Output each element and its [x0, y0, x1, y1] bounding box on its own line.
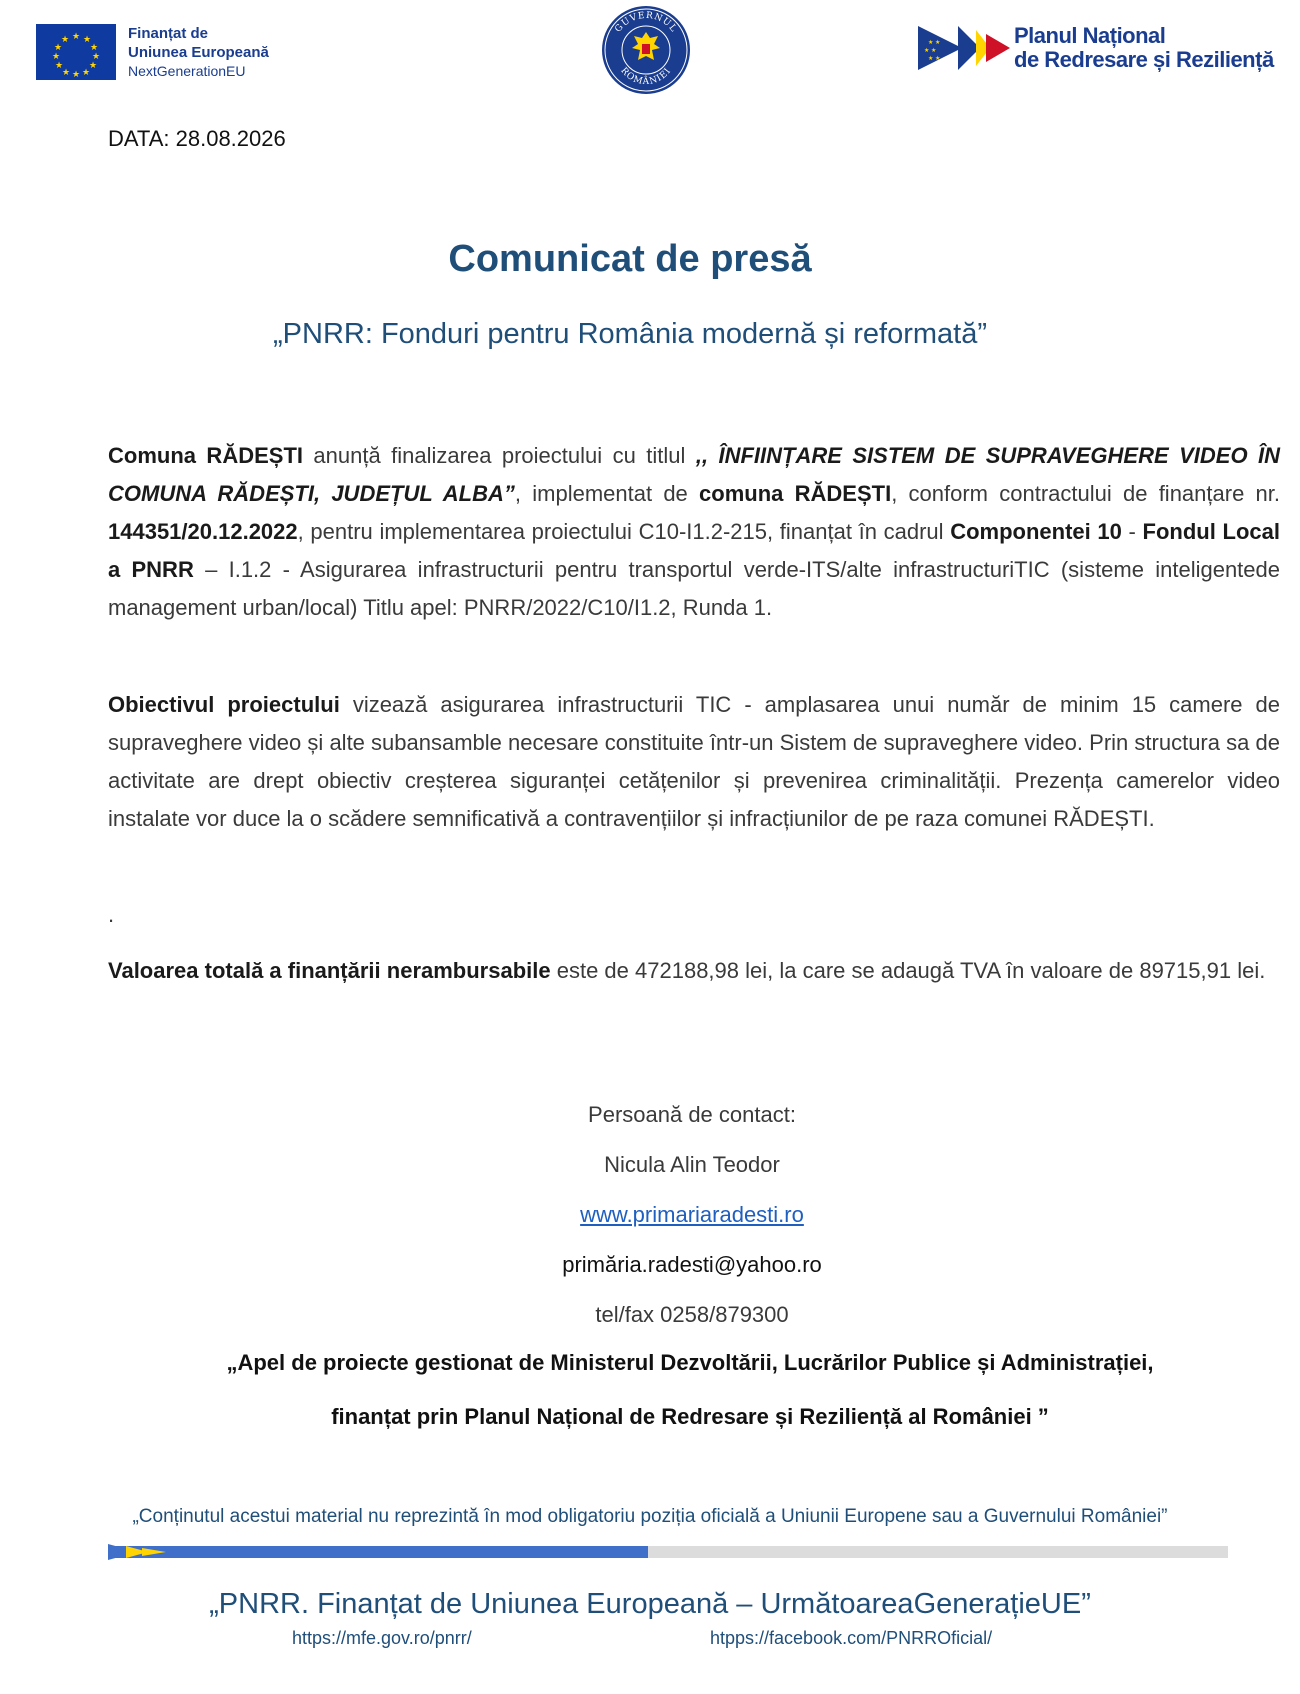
- eu-logo-line3: NextGenerationEU: [128, 63, 246, 79]
- page-header: [0, 0, 1300, 100]
- footer-arrow-icon: [108, 1542, 166, 1562]
- svg-text:★ ★: ★ ★: [928, 40, 941, 46]
- svg-text:★ ★: ★ ★: [928, 56, 941, 62]
- pnrr-logo-line2: de Redresare și Reziliență: [1014, 47, 1274, 72]
- eu-funding-logo: [36, 24, 269, 81]
- document-date: DATA: 28.08.2026: [108, 126, 286, 151]
- commune-name: Comuna RĂDEȘTI: [108, 443, 303, 468]
- separator-dot: .: [108, 902, 115, 927]
- eu-logo-line2: Uniunea Europeană: [128, 44, 269, 61]
- footer-title: „PNRR. Finanțat de Uniunea Europeană – UrmătoareaGenerațieUE”: [209, 1588, 1091, 1620]
- contact-label: Persoană de contact:: [588, 1102, 796, 1127]
- contact-name: Nicula Alin Teodor: [604, 1152, 780, 1177]
- website-link[interactable]: www.primariaradesti.ro: [580, 1202, 804, 1227]
- page-title: Comunicat de presă: [448, 238, 812, 280]
- mfe-link[interactable]: https://mfe.gov.ro/pnrr/: [292, 1628, 472, 1648]
- facebook-link[interactable]: htpps://facebook.com/PNRROficial/: [710, 1628, 993, 1648]
- project-title: ,, ÎNFIINȚARE SISTEM DE SUPRAVEGHERE VIDEO ÎN COMUNA RĂDEȘTI, JUDEȚUL ALBA”: [108, 443, 1280, 506]
- contact-phone: tel/fax 0258/879300: [595, 1302, 789, 1327]
- pnrr-logo: [918, 22, 1274, 74]
- eu-logo-line1: Finanțat de: [128, 25, 209, 42]
- apel-line-1: „Apel de proiecte gestionat de Ministerul Dezvoltării, Lucrărilor Publice și Administrației,: [226, 1350, 1154, 1375]
- footer-divider-bar: [108, 1546, 1228, 1558]
- project-description-paragraph: Comuna RĂDEȘTI anunță finalizarea proiectului cu titlul ,, ÎNFIINȚARE SISTEM DE SUPRAVEGHERE VIDEO ÎN COMUNA RĂDEȘTI, JUDEȚUL ALBA”, implementat de comuna RĂDEȘTI, conform contractului de finanțare nr. 144351/20.12.2022, pentru implementarea proiectului C10-I1.2-215, finanțat în cadrul Componentei 10 - Fondul Local a PNRR – I.1.2 - Asigurarea infrastructurii pentru transportul verde-ITS/alte infrastructuriTIC (sisteme inteligentede management urban/local) Titlu apel: PNRR/2022/C10/I1.2, Runda 1.: [108, 443, 1281, 620]
- svg-text:★ ★: ★ ★: [924, 48, 937, 54]
- funding-value-paragraph: Valoarea totală a finanțării nerambursabile este de 472188,98 lei, la care se adaugă TVA în valoare de 89715,91 lei.: [108, 958, 1266, 983]
- apel-line-2: finanțat prin Planul Național de Redresare și Reziliență al României ”: [331, 1404, 1049, 1429]
- eu-flag-icon: ★ ★ ★ ★ ★ ★ ★ ★ ★ ★ ★ ★: [36, 24, 116, 80]
- page-subtitle: „PNRR: Fonduri pentru România modernă și reformată”: [273, 318, 987, 350]
- svg-text:ROMÂNIEI: ROMÂNIEI: [618, 65, 674, 88]
- svg-text:GUVERNUL: GUVERNUL: [613, 10, 679, 35]
- contract-number: 144351/20.12.2022: [108, 519, 298, 544]
- contact-email: primăria.radesti@yahoo.ro: [562, 1252, 822, 1277]
- pnrr-logo-line1: Planul Național: [1014, 23, 1166, 48]
- romanian-government-seal-icon: [600, 4, 692, 96]
- disclaimer: „Conținutul acestui material nu reprezintă în mod obligatoriu poziția oficială a Uniunii Europene sau a Guvernului României”: [132, 1506, 1168, 1527]
- pnrr-arrows-icon: [918, 22, 1010, 74]
- project-objective-paragraph: Obiectivul proiectului vizează asigurarea infrastructurii TIC - amplasarea unui număr de minim 15 camere de supraveghere video și alte subansamble necesare constituite într-un Sistem de supraveghere video. Prin structura sa de activitate are drept obiectiv creșterea siguranței cetățenilor și prevenirea criminalității. Prezența camerelor video instalate vor duce la o scădere semnificativă a contravențiilor și infracțiunilor de pe raza comunei RĂDEȘTI.: [108, 692, 1280, 831]
